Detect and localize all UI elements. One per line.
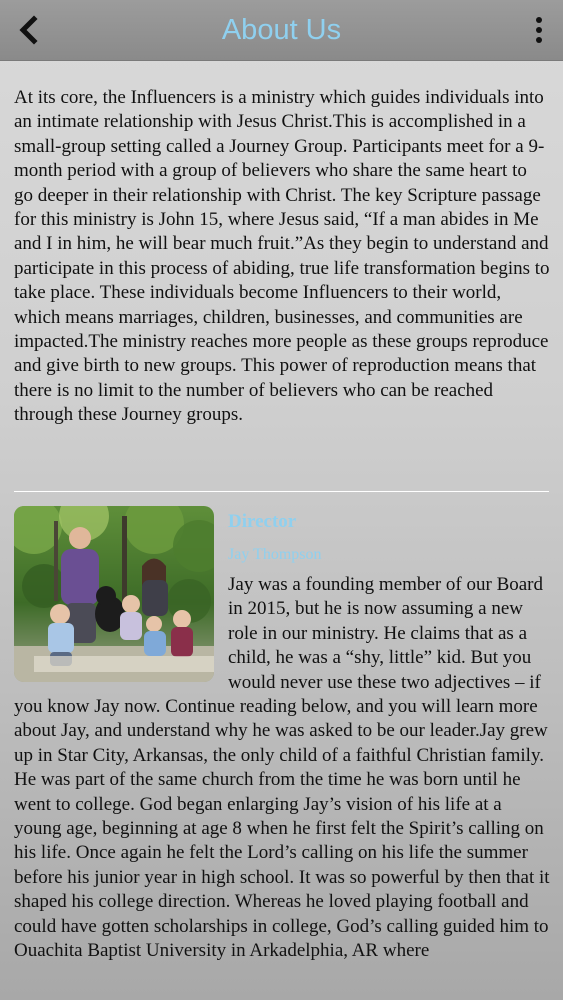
more-vertical-icon-dot — [536, 37, 542, 43]
page-title: About Us — [221, 14, 342, 46]
director-bio: Jay was a founding member of our Board in 2015, but he is now assuming a new role in our ministry. He claims that as a child, he was a “shy, little” kid. But you would never use these two adjectives – if you know Jay now. Continue reading below, and you will learn more about Jay, and understand why he was asked to be our leader.Jay grew up in Star City, Arkansas, the only child of a faithful Christian family. He was part of the same church from the time he was born until he went to college. God began enlarging Jay’s vision of his life at a young age, beginning at age 8 when he first felt the Spirit’s calling on his life. Once again he felt the Lord’s calling on his life the summer before his junior year in high school. It was so powerful by then that it shaped his college direction. Whereas he loved playing football and could have gotten scholarships in college, God’s calling guided him to Ouachita Baptist University in Arkadelphia, AR where — [14, 574, 550, 962]
director-name: Jay Thompson — [228, 546, 322, 563]
more-vertical-icon-dot — [536, 27, 542, 33]
more-vertical-icon — [536, 17, 542, 23]
back-button[interactable] — [10, 10, 46, 50]
director-role: Director — [228, 511, 297, 532]
app-header — [0, 0, 563, 61]
director-section — [14, 506, 550, 964]
about-content — [14, 86, 550, 428]
intro-paragraph: At its core, the Influencers is a ministry which guides individuals into an intimate relationship with Jesus Christ.This is accomplished in a small-group setting called a Journey Group. Participants meet for a 9-month period with a group of believers who share the same heart to go deeper in their relationship with Christ. The key Scripture passage for this ministry is John 15, where Jesus said, “If a man abides in Me and I in him, he will bear much fruit.”As they begin to understand and participate in this process of abiding, true life transformation begins to take place. These individuals become Influencers to their world, which means marriages, children, businesses, and communities are impacted.The ministry reaches more people as these groups reproduce and give birth to new groups. This power of reproduction means that there is no limit to the number of believers who can be reached through these Journey groups. — [14, 87, 550, 426]
section-divider — [14, 491, 549, 492]
director-family-photo — [14, 506, 214, 682]
chevron-left-icon — [15, 15, 41, 45]
more-options-button[interactable] — [529, 12, 549, 48]
